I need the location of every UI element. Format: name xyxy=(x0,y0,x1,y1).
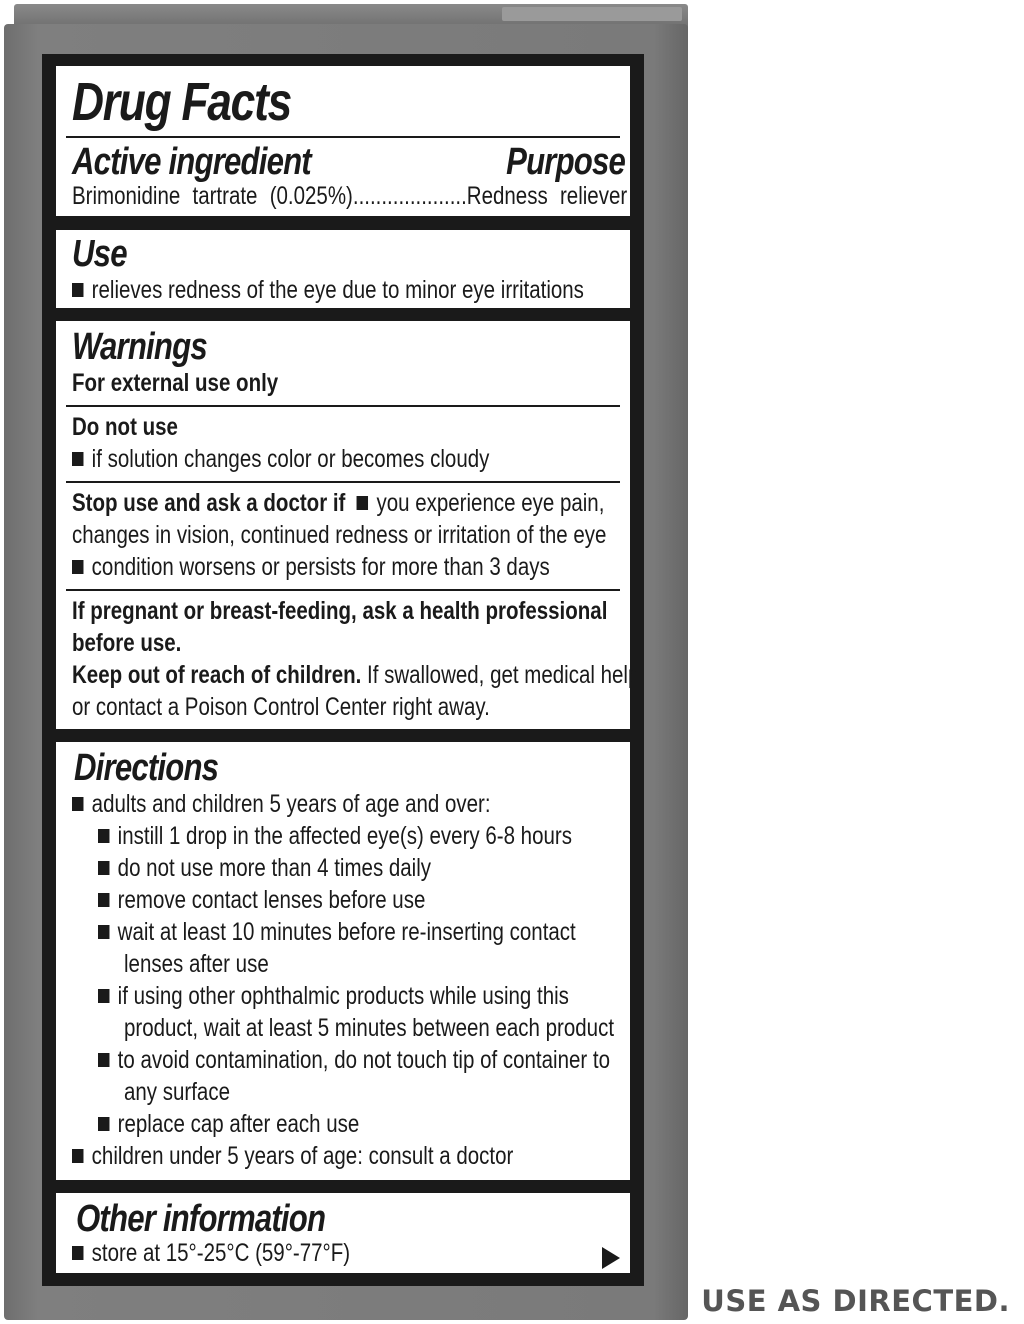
external-use-text: For external use only xyxy=(72,369,279,397)
keep-out-line1: Keep out of reach of children. If swallowed, get medical help xyxy=(72,661,640,689)
directions-section xyxy=(56,742,630,1180)
bullet-icon xyxy=(98,1117,109,1131)
bullet-icon xyxy=(72,1149,83,1163)
warnings-divider-3 xyxy=(66,589,620,591)
box-flap-tab xyxy=(502,7,682,21)
directions-sub4: wait at least 10 minutes before re-inserting contact xyxy=(98,916,681,948)
bullet-icon xyxy=(72,1246,83,1260)
keep-out-line2: or contact a Poison Control Center right away. xyxy=(72,693,490,721)
bullet-icon xyxy=(357,496,368,510)
use-as-directed-tag: USE AS DIRECTED. xyxy=(701,1284,1010,1318)
directions-sub3: remove contact lenses before use xyxy=(98,884,497,916)
bullet-icon xyxy=(98,829,109,843)
bullet-icon xyxy=(98,893,109,907)
pregnant-line2: before use. xyxy=(72,629,182,657)
directions-sub5: if using other ophthalmic products while using this xyxy=(98,980,672,1012)
warnings-heading: Warnings xyxy=(72,326,207,368)
bullet-icon xyxy=(72,560,83,574)
purpose-heading: Purpose xyxy=(506,141,626,183)
bullet-icon xyxy=(72,283,83,297)
bullet-icon xyxy=(98,925,109,939)
continue-arrow-icon xyxy=(602,1247,620,1269)
other-information-section xyxy=(56,1193,630,1273)
drug-facts-header-section xyxy=(56,66,630,216)
stop-use-line2: changes in vision, continued redness or irritation of the eye xyxy=(72,521,607,549)
store-item: store at 15°-25°C (59°-77°F) xyxy=(72,1237,411,1269)
bullet-icon xyxy=(98,989,109,1003)
directions-sub6: to avoid contamination, do not touch tip of container to xyxy=(98,1044,722,1076)
bullet-icon xyxy=(98,861,109,875)
directions-sub6-cont: any surface xyxy=(124,1078,230,1106)
warnings-divider-1 xyxy=(66,405,620,407)
bullet-icon xyxy=(72,797,83,811)
use-section xyxy=(56,230,630,308)
stop-use-heading: Stop use and ask a doctor if xyxy=(72,489,346,517)
directions-sub4-cont: lenses after use xyxy=(124,950,269,978)
do-not-use-heading: Do not use xyxy=(72,413,178,441)
bullet-icon xyxy=(98,1053,109,1067)
do-not-use-item: if solution changes color or becomes cloudy xyxy=(72,443,581,475)
warnings-divider-2 xyxy=(66,481,620,483)
directions-heading: Directions xyxy=(74,747,219,789)
other-information-heading: Other information xyxy=(76,1198,326,1240)
stop-use-line1: Stop use and ask a doctor if you experience eye pain, xyxy=(72,489,605,517)
drug-facts-title: Drug Facts xyxy=(72,72,291,132)
directions-sub1: instill 1 drop in the affected eye(s) every 6-8 hours xyxy=(98,820,676,852)
directions-adults: adults and children 5 years of age and over: xyxy=(72,788,582,820)
title-divider xyxy=(66,136,620,138)
active-ingredient-row xyxy=(72,180,749,212)
directions-children: children under 5 years of age: consult a doctor xyxy=(72,1140,610,1172)
bullet-icon xyxy=(72,452,83,466)
directions-sub7: replace cap after each use xyxy=(98,1108,417,1140)
directions-sub5-cont: product, wait at least 5 minutes between each product xyxy=(124,1014,615,1042)
ingredient-name: Brimonidine tartrate (0.025%) xyxy=(72,182,353,210)
pregnant-line1: If pregnant or breast-feeding, ask a health professional xyxy=(72,597,608,625)
use-item: relieves redness of the eye due to minor eye irritations xyxy=(72,274,696,306)
use-heading: Use xyxy=(72,233,127,275)
active-ingredient-heading: Active ingredient xyxy=(72,141,311,183)
ingredient-purpose: Redness reliever xyxy=(466,182,628,210)
directions-sub2: do not use more than 4 times daily xyxy=(98,852,504,884)
warnings-section xyxy=(56,321,640,729)
leader-dots: .................... xyxy=(352,182,467,210)
stop-use-item2: condition worsens or persists for more than 3 days xyxy=(72,551,655,583)
